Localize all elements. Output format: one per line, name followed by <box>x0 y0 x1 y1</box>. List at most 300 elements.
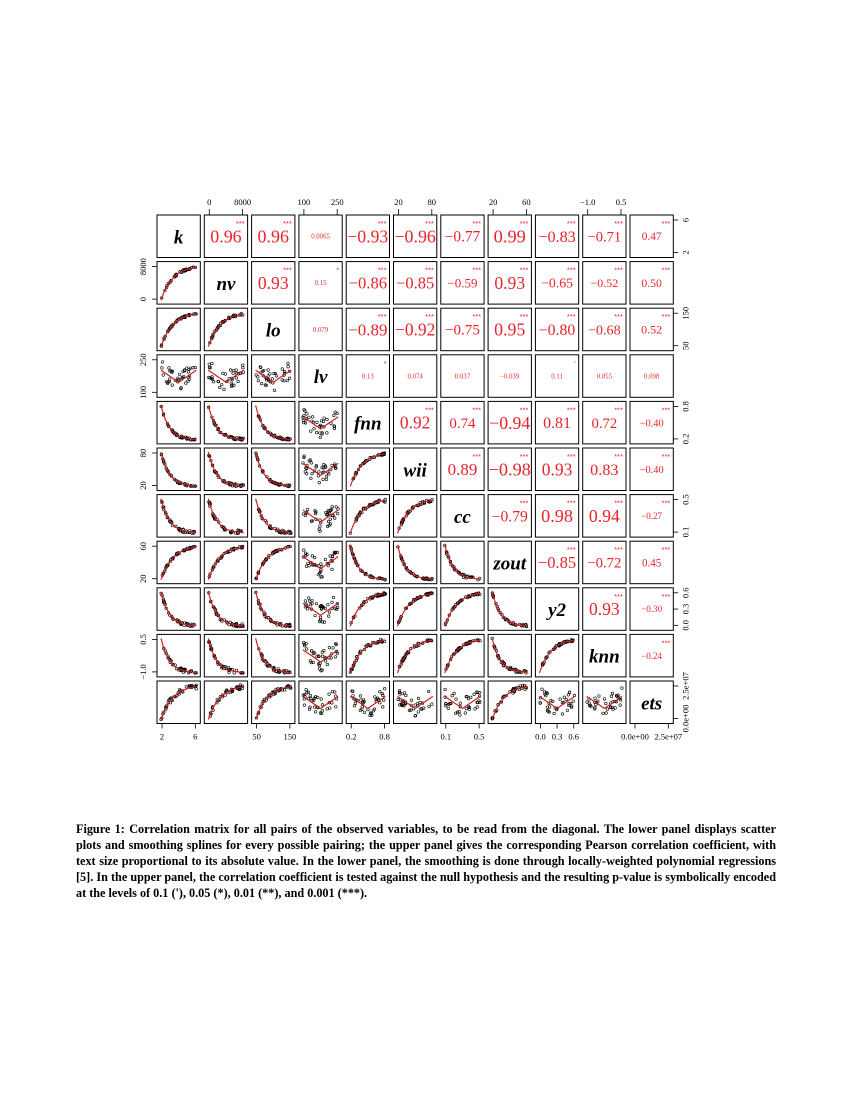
scatter-points <box>304 596 339 623</box>
scatter-point <box>304 471 307 474</box>
smoother-line <box>350 545 385 579</box>
panel-6-9 <box>583 495 626 537</box>
diagonal-label-cc: cc <box>454 506 471 528</box>
bottom-axis-tick-label: 0.8 <box>379 731 390 742</box>
scatter-points <box>398 498 434 529</box>
scatter-point <box>237 380 240 383</box>
smoother-line <box>303 650 338 662</box>
scatter-point <box>286 379 289 382</box>
panel-2-4 <box>346 308 389 351</box>
panel-1-3 <box>299 262 342 305</box>
scatter-point <box>553 712 556 715</box>
panel-4-2 <box>252 401 295 444</box>
panel-frame <box>583 681 626 724</box>
scatter-point <box>459 714 462 717</box>
scatter-points <box>302 641 338 672</box>
correlation-value: −0.68 <box>587 322 621 339</box>
significance-stars: *** <box>614 219 623 228</box>
scatter-point <box>326 663 329 666</box>
scatter-points <box>350 592 387 625</box>
diagonal-label-lo: lo <box>265 320 281 342</box>
scatter-points <box>208 501 243 535</box>
scatter-points <box>255 545 292 580</box>
significance-stars: *** <box>614 591 623 601</box>
correlation-value: 0.0065 <box>311 233 330 241</box>
panel-3-5 <box>394 355 437 398</box>
panel-5-7 <box>488 448 531 491</box>
panel-3-9 <box>583 355 626 398</box>
panel-1-7 <box>488 262 531 305</box>
caption-text: Correlation matrix for all pairs of the observed variables, to be read from the diagonal. The lower panel displays scatter plots and smoothing splines for every possible pairing; the upper panel gives the corresponding Pearson correlation coefficient, with text size proportional to its absolute value. In the lower panel, the smoothing is done through locally-weighted polynomial regressions [5]. In the upper panel, the correlation coefficient is tested against the null hypothesis and the resulting p-value is symbolically encoded at the levels of 0.1 ('), 0.05 (*), 0.01 (**), and 0.001 (***). <box>76 822 776 900</box>
scatter-points <box>352 452 386 481</box>
bottom-axis-tick-label: 50 <box>252 731 261 742</box>
scatter-point <box>232 372 235 375</box>
scatter-point <box>352 695 355 698</box>
panel-2-6 <box>441 308 484 351</box>
correlation-value: 0.079 <box>312 326 329 334</box>
panel-9-0 <box>157 634 200 677</box>
panel-5-6 <box>441 448 484 491</box>
scatter-point <box>273 389 276 392</box>
scatter-point <box>323 417 326 420</box>
panel-frame <box>346 681 389 724</box>
scatter-point <box>619 704 622 707</box>
scatter-point <box>464 712 467 715</box>
scatter-points <box>541 638 574 666</box>
scatter-point <box>318 471 321 474</box>
panel-3-2 <box>252 355 295 398</box>
scatter-point <box>223 388 226 391</box>
scatter-point <box>336 551 339 554</box>
scatter-point <box>453 692 456 695</box>
panel-frame <box>157 634 200 677</box>
scatter-point <box>257 376 260 379</box>
right-axis-tick-label: 0.1 <box>680 526 691 538</box>
panel-6-10 <box>630 495 673 537</box>
panel-7-10 <box>630 541 673 584</box>
significance-stars: *** <box>614 405 623 415</box>
significance-stars: *** <box>472 405 482 415</box>
correlation-value: −0.89 <box>348 320 388 340</box>
scatter-point <box>305 565 308 568</box>
panel-4-1 <box>204 401 247 444</box>
scatter-points <box>160 266 196 299</box>
scatter-point <box>224 373 227 376</box>
panel-6-1 <box>204 495 247 537</box>
top-axis-tick-label: 20 <box>394 197 403 207</box>
significance-stars: *** <box>661 638 671 648</box>
panel-8-0 <box>157 588 200 631</box>
panel-5-4 <box>346 448 389 491</box>
significance-stars: *** <box>519 265 529 275</box>
significance-stars: *** <box>283 219 292 228</box>
scatter-point <box>603 698 606 701</box>
scatter-point <box>417 697 420 700</box>
panel-3-7 <box>488 355 531 398</box>
scatter-points <box>444 688 481 716</box>
scatter-point <box>431 703 434 706</box>
correlation-value: 0.47 <box>641 231 662 244</box>
significance-stars: *** <box>377 265 387 275</box>
scatter-point <box>269 373 272 376</box>
panel-7-4 <box>346 541 389 584</box>
correlation-value: −0.52 <box>590 276 619 291</box>
correlation-value: 0.055 <box>596 373 612 381</box>
panel-3-1 <box>204 355 247 398</box>
correlation-value: 0.83 <box>590 460 619 479</box>
scatter-point <box>467 697 470 700</box>
scatter-point <box>310 430 313 433</box>
significance-stars: *** <box>566 545 576 555</box>
panel-10-9 <box>583 681 626 724</box>
scatter-point <box>311 416 314 419</box>
scatter-point <box>572 700 575 703</box>
scatter-point <box>228 671 231 674</box>
scatter-point <box>398 691 401 694</box>
scatter-point <box>447 707 450 710</box>
scatter-points <box>349 638 386 673</box>
correlation-value: −0.93 <box>347 226 389 247</box>
panel-4-3 <box>299 401 342 444</box>
right-axis-tick-label: 50 <box>680 341 691 350</box>
significance-stars: *** <box>472 265 482 275</box>
scatter-point <box>323 621 326 624</box>
panel-1-4 <box>346 262 389 305</box>
scatter-point <box>239 684 242 687</box>
diagonal-label-fnn: fnn <box>354 413 382 435</box>
panel-9-5 <box>394 634 437 677</box>
correlation-value: −0.59 <box>447 275 478 291</box>
scatter-point <box>331 505 334 508</box>
significance-stars: *** <box>472 219 482 228</box>
correlation-value: 0.94 <box>588 506 620 527</box>
diagonal-label-lv: lv <box>313 367 328 389</box>
panel-3-6 <box>441 355 484 398</box>
panel-3-8 <box>535 355 578 398</box>
top-axis-tick-label: 60 <box>522 197 531 207</box>
scatter-point <box>257 379 260 382</box>
left-axis-tick-label: 60 <box>138 541 148 551</box>
panel-0-1 <box>204 215 247 258</box>
correlation-value: 0.99 <box>493 226 526 247</box>
panel-0-8 <box>535 215 578 258</box>
panel-7-1 <box>204 541 247 584</box>
correlation-value: −0.039 <box>500 373 520 381</box>
significance-stars: *** <box>425 219 434 228</box>
correlation-value: 0.96 <box>257 226 289 247</box>
panel-9-6 <box>441 634 484 677</box>
scatter-point <box>354 702 357 705</box>
left-axis-tick-label: 8000 <box>138 258 148 276</box>
scatter-point <box>322 463 325 466</box>
significance-stars: *** <box>377 312 387 322</box>
right-axis-tick-label: 0.0 <box>680 619 691 631</box>
panel-0-5 <box>394 215 437 258</box>
scatter-point <box>326 432 329 435</box>
panel-7-5 <box>394 541 437 584</box>
scatter-point <box>327 615 330 618</box>
scatter-point <box>410 699 413 702</box>
top-axis-tick-label: −1.0 <box>579 197 596 207</box>
significance-stars: *** <box>661 265 671 275</box>
scatter-point <box>178 373 181 376</box>
top-axis-tick-label: 8000 <box>234 197 252 207</box>
bottom-axis-tick-label: 2 <box>159 731 165 742</box>
panel-9-3 <box>299 634 342 677</box>
scatter-point <box>427 690 430 693</box>
scatter-points <box>257 508 292 535</box>
scatter-point <box>602 712 605 715</box>
panel-1-0 <box>157 262 200 305</box>
correlation-value: 0.93 <box>494 272 526 293</box>
panel-7-3 <box>299 541 342 584</box>
scatter-point <box>281 368 284 371</box>
smoother-line <box>350 594 385 627</box>
scatter-point <box>260 382 263 385</box>
scatter-point <box>287 365 290 368</box>
scatter-point <box>319 616 322 619</box>
significance-stars: *** <box>519 498 529 508</box>
scatter-point <box>325 478 328 481</box>
scatter-point <box>313 706 316 709</box>
correlation-value: 0.98 <box>541 506 573 527</box>
significance-stars: *** <box>614 312 623 322</box>
correlation-value: −0.40 <box>639 464 664 476</box>
panel-1-8 <box>535 262 578 305</box>
correlation-value: −0.92 <box>395 319 436 340</box>
significance-stars: *** <box>377 219 387 228</box>
panel-4-5 <box>394 401 437 444</box>
correlation-value: 0.50 <box>641 276 662 290</box>
correlation-value: −0.24 <box>641 650 663 661</box>
right-axis-tick-label: 2.5e+07 <box>680 672 691 700</box>
scatter-point <box>321 709 324 712</box>
panel-10-0 <box>157 681 200 724</box>
right-axis-tick-label: 0.6 <box>680 587 691 599</box>
panel-6-0 <box>157 495 200 537</box>
scatter-point <box>383 687 386 690</box>
correlation-value: 0.74 <box>449 415 476 432</box>
panel-2-2 <box>252 308 295 351</box>
smoother-line <box>208 314 243 347</box>
scatter-point <box>288 377 291 380</box>
scatter-points <box>255 684 292 719</box>
scatter-point <box>405 694 408 697</box>
scatter-points <box>257 415 291 442</box>
scatter-point <box>565 698 568 701</box>
scatter-point <box>614 707 617 710</box>
scatter-point <box>318 668 321 671</box>
correlation-value: −0.40 <box>639 418 664 430</box>
smoother-line <box>492 687 527 720</box>
scatter-point <box>211 362 214 365</box>
panel-0-2 <box>252 215 295 258</box>
scatter-points <box>258 647 292 674</box>
smoother-line <box>256 592 291 626</box>
panel-2-0 <box>157 308 200 351</box>
panel-2-5 <box>394 308 437 351</box>
correlation-value: 0.93 <box>541 459 573 480</box>
scatter-point <box>313 427 316 430</box>
panel-8-8 <box>535 588 578 631</box>
scatter-point <box>321 651 324 654</box>
panel-9-7 <box>488 634 531 677</box>
scatter-point <box>329 518 332 521</box>
scatter-point <box>428 705 431 708</box>
panel-4-4 <box>346 401 389 444</box>
left-axis-tick-label: 20 <box>138 574 148 583</box>
scatter-point <box>311 472 314 475</box>
bottom-axis-tick-label: 6 <box>193 731 198 742</box>
bottom-axis-tick-label: 2.5e+07 <box>654 731 683 742</box>
caption-prefix: Figure 1: <box>76 822 130 836</box>
panel-8-6 <box>441 588 484 631</box>
panel-7-2 <box>252 541 295 584</box>
scatter-point <box>320 698 323 701</box>
scatter-point <box>314 512 317 515</box>
panel-0-3 <box>299 215 342 258</box>
scatter-point <box>323 649 326 652</box>
panel-6-3 <box>299 495 342 537</box>
scatter-point <box>419 701 422 704</box>
significance-stars: ' <box>574 358 576 368</box>
scatter-point <box>307 597 310 600</box>
right-axis-tick-label: 0.8 <box>680 401 691 412</box>
scatter-points <box>351 687 386 716</box>
scatter-point <box>162 374 165 377</box>
diagonal-label-zout: zout <box>493 553 527 575</box>
smoother-line <box>208 499 243 533</box>
bottom-axis-tick-label: 0.2 <box>345 731 357 742</box>
significance-stars: *** <box>519 219 529 228</box>
scatter-point <box>304 422 307 425</box>
scatter-point <box>168 378 171 381</box>
scatter-point <box>308 564 311 567</box>
panel-10-10 <box>630 681 673 724</box>
right-axis-tick-label: 150 <box>680 306 691 320</box>
smoother-line <box>208 452 243 486</box>
scatter-point <box>305 688 308 691</box>
significance-stars: *** <box>283 265 292 275</box>
significance-stars: *** <box>566 219 576 228</box>
significance-stars: *** <box>661 498 671 508</box>
correlation-value: −0.96 <box>394 226 436 247</box>
scatter-point <box>219 386 222 389</box>
correlation-value: 0.93 <box>588 599 620 620</box>
right-axis-tick-label: 2 <box>680 250 691 255</box>
panel-3-0 <box>157 355 200 398</box>
bottom-axis-tick-label: 0.3 <box>551 731 563 742</box>
scatter-point <box>185 382 188 385</box>
scatter-point <box>328 611 331 614</box>
significance-stars: *** <box>519 452 529 461</box>
panel-0-9 <box>583 215 626 258</box>
smoother-line <box>445 594 480 627</box>
scatter-point <box>326 418 329 421</box>
scatter-points <box>160 312 197 347</box>
scatter-point <box>610 695 613 698</box>
scatter-point <box>326 708 329 711</box>
scatter-point <box>319 525 322 528</box>
diagonal-label-k: k <box>173 227 184 249</box>
correlation-value: −0.83 <box>538 227 576 246</box>
significance-stars: *** <box>519 312 529 322</box>
panel-2-9 <box>583 308 626 351</box>
significance-stars: *** <box>661 545 671 555</box>
panel-8-5 <box>394 588 437 631</box>
scatter-points <box>302 408 339 438</box>
correlation-value: −0.75 <box>444 322 480 339</box>
correlation-value: −0.86 <box>348 273 388 293</box>
significance-stars: *** <box>566 312 576 322</box>
scatter-point <box>324 558 327 561</box>
panel-7-6 <box>441 541 484 584</box>
scatter-point <box>325 475 328 478</box>
scatter-point <box>302 513 305 516</box>
significance-stars: *** <box>566 498 576 508</box>
scatter-points <box>445 638 482 670</box>
correlation-value: 0.45 <box>641 557 662 570</box>
significance-stars: *** <box>235 219 245 228</box>
top-axis-tick-label: 20 <box>488 197 498 207</box>
correlation-value: 0.81 <box>543 415 571 433</box>
panel-8-10 <box>630 588 673 631</box>
left-axis-tick-label: 0 <box>138 296 148 302</box>
left-axis-tick-label: 0.5 <box>138 634 148 645</box>
scatter-point <box>561 713 564 716</box>
panel-8-7 <box>488 588 531 631</box>
panel-8-3 <box>299 588 342 631</box>
scatter-point <box>586 701 589 704</box>
scatter-point <box>465 707 468 710</box>
panel-5-8 <box>535 448 578 491</box>
significance-stars: *** <box>566 452 576 461</box>
significance-stars: * <box>336 265 340 275</box>
smoother-line <box>492 638 527 672</box>
scatter-point <box>379 690 382 693</box>
scatter-point <box>309 694 312 697</box>
scatter-point <box>322 478 325 481</box>
panel-9-10 <box>630 634 673 677</box>
scatter-point <box>473 693 476 696</box>
smoother-line <box>445 545 480 579</box>
panel-5-9 <box>583 448 626 491</box>
scatter-point <box>474 708 477 711</box>
scatter-point <box>382 699 385 702</box>
scatter-point <box>459 702 462 705</box>
panel-10-1 <box>204 681 247 724</box>
scatter-point <box>271 378 274 381</box>
panel-5-5 <box>394 448 437 491</box>
panel-4-0 <box>157 401 200 444</box>
panel-1-2 <box>252 262 295 305</box>
scatter-point <box>302 549 305 552</box>
scatter-point <box>315 602 318 605</box>
left-axis-tick-label: −1.0 <box>138 664 148 680</box>
significance-stars: *** <box>661 591 671 601</box>
panel-10-8 <box>535 681 578 724</box>
scatter-point <box>328 646 331 649</box>
scatter-point <box>476 706 479 709</box>
scatter-points <box>207 362 244 390</box>
diagonal-label-ets: ets <box>641 693 663 715</box>
scatter-point <box>315 431 318 434</box>
panel-7-9 <box>583 541 626 584</box>
scatter-points <box>302 549 338 579</box>
scatter-point <box>304 600 307 603</box>
scatter-point <box>212 380 215 383</box>
significance-stars: *** <box>472 452 482 461</box>
